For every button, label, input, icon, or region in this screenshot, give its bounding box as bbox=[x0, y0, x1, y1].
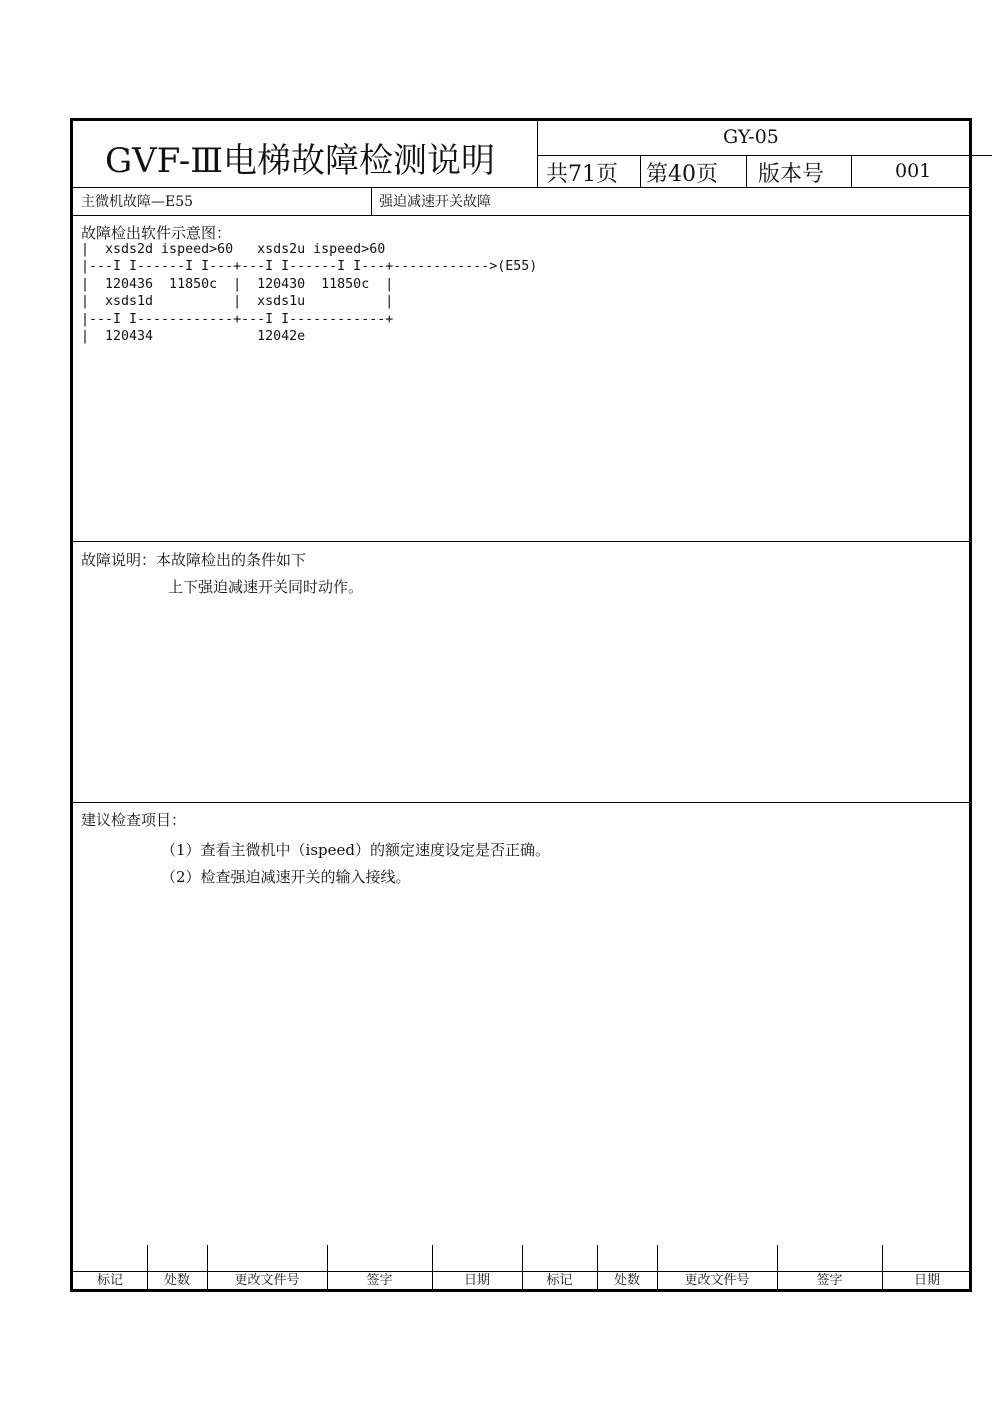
footer-label: 日期 bbox=[913, 1273, 940, 1288]
footer-label: 日期 bbox=[463, 1273, 490, 1288]
fault-code: 主微机故障—E55 bbox=[81, 194, 194, 210]
description-heading: 故障说明：本故障检出的条件如下 bbox=[81, 551, 307, 569]
check-item: （1）查看主微机中（ispeed）的额定速度设定是否正确。 bbox=[161, 841, 550, 859]
ladder-line: | xsds1d | xsds1u | bbox=[81, 294, 394, 310]
ladder-line: | xsds2d ispeed>60 xsds2u ispeed>60 bbox=[81, 242, 386, 257]
footer-label: 更改文件号 bbox=[234, 1273, 300, 1288]
footer-label: 更改文件号 bbox=[684, 1273, 750, 1288]
footer-label: 标记 bbox=[96, 1273, 123, 1288]
footer-label: 签字 bbox=[816, 1273, 843, 1288]
footer-label: 标记 bbox=[546, 1273, 573, 1288]
version-value: 001 bbox=[895, 160, 932, 182]
document-code: GY-05 bbox=[723, 126, 779, 148]
version-label: 版本号 bbox=[758, 162, 825, 187]
fault-name: 强迫减速开关故障 bbox=[379, 194, 491, 210]
footer-label: 处数 bbox=[613, 1273, 640, 1288]
total-pages: 共71页 bbox=[546, 162, 618, 187]
diagram-heading: 故障检出软件示意图： bbox=[81, 224, 232, 242]
description-text: 上下强迫减速开关同时动作。 bbox=[168, 578, 364, 596]
page-number: 第40页 bbox=[646, 162, 718, 187]
footer-label: 处数 bbox=[163, 1273, 190, 1288]
ladder-line: |---I I------I I---+---I I------I I---+------------>(E55) bbox=[81, 259, 538, 275]
diagram-section bbox=[73, 215, 972, 541]
check-item: （2）检查强迫减速开关的输入接线。 bbox=[161, 868, 411, 886]
document-title: GVF-Ⅲ电梯故障检测说明 bbox=[105, 141, 496, 181]
footer-label: 签字 bbox=[366, 1273, 393, 1288]
ladder-line: |---I I------------+---I I------------+ bbox=[81, 311, 394, 327]
checks-heading: 建议检查项目： bbox=[81, 811, 187, 829]
document-frame bbox=[70, 118, 972, 1292]
ladder-line: | 120436 11850c | 120430 11850c | bbox=[81, 276, 394, 292]
ladder-line: | 120434 12042e bbox=[81, 329, 306, 344]
